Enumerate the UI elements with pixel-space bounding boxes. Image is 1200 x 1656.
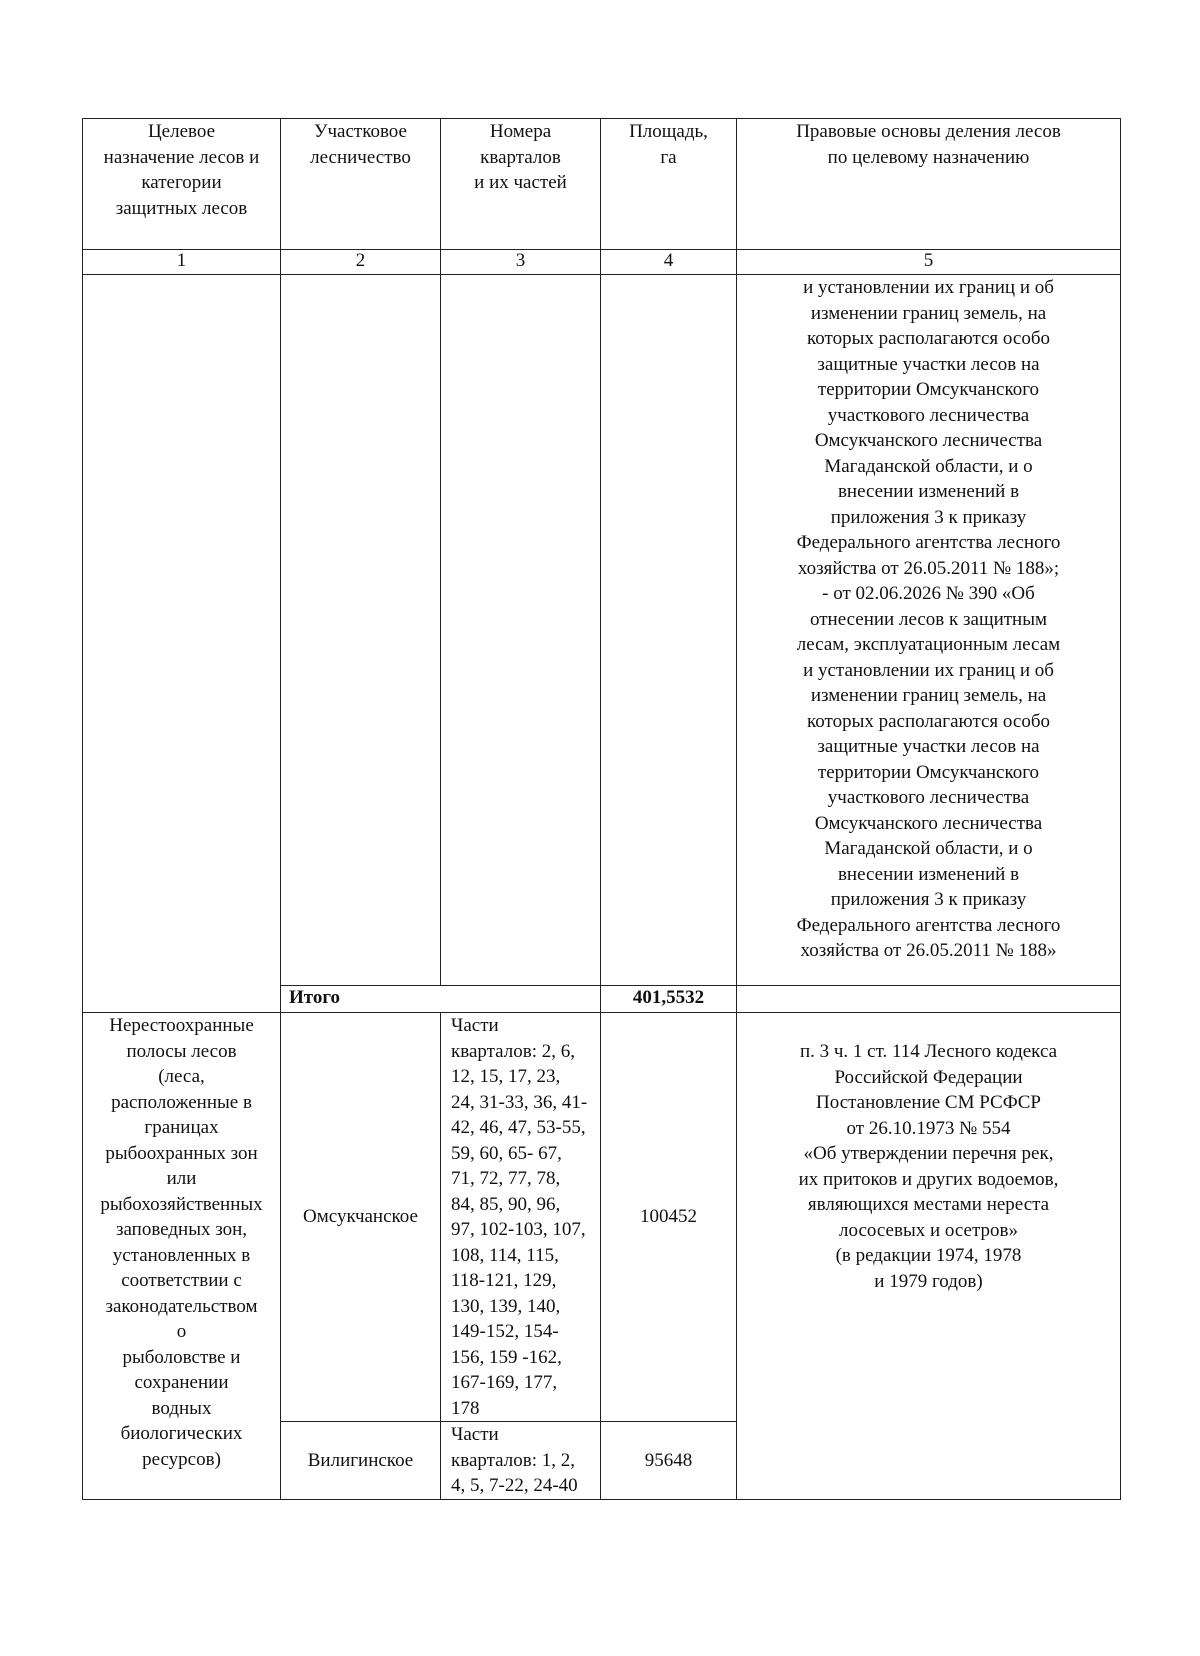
header-quarter-numbers: Номера кварталов и их частей — [441, 119, 601, 250]
total-value: 401,5532 — [601, 986, 737, 1013]
forestry-name: Омсукчанское — [281, 1013, 441, 1422]
column-number: 2 — [281, 250, 441, 275]
area-value: 95648 — [601, 1422, 737, 1500]
spawning-category: Нерестоохранные полосы лесов (леса, расположенные в границах рыбоохранных зон или рыбохозяйственных заповедных зон, установленных в соответствии с законодательством о рыболовстве и сохранении водных биологических ресурсов) — [83, 1013, 281, 1500]
continued-legal-basis: и установлении их границ и об изменении границ земель, на которых располагаются особо защитные участки лесов на территории Омсукчанского участкового лесничества Омсукчанского лесничества Магаданской области, и о внесении изменений в приложения 3 к приказу Федерального агентства лесного хозяйства от 26.05.2011 № 188»; - от 02.06.2026 № 390 «Об отнесении лесов к защитным лесам, эксплуатационным лесам и установлении их границ и об изменении границ земель, на которых располагаются особо защитные участки лесов на территории Омсукчанского участкового лесничества Омсукчанского лесничества Магаданской области, и о внесении изменений в приложения 3 к приказу Федерального агентства лесного хозяйства от 26.05.2011 № 188» — [737, 275, 1121, 986]
header-purpose-category: Целевое назначение лесов и категории защитных лесов — [83, 119, 281, 250]
header-legal-basis: Правовые основы деления лесов по целевому назначению — [737, 119, 1121, 250]
empty-quarters-cell — [441, 275, 601, 986]
forest-division-table — [82, 118, 1121, 1500]
header-area: Площадь, га — [601, 119, 737, 250]
spawning-row-omsukchan — [83, 1013, 1121, 1422]
empty-forestry-cell — [281, 275, 441, 986]
column-number: 5 — [737, 250, 1121, 275]
empty-category-cell — [83, 275, 281, 1013]
quarter-list: Части кварталов: 1, 2, 4, 5, 7-22, 24-40 — [441, 1422, 601, 1500]
forestry-name: Вилигинское — [281, 1422, 441, 1500]
empty-area-cell — [601, 275, 737, 986]
column-number: 4 — [601, 250, 737, 275]
total-label: Итого — [281, 986, 601, 1013]
continued-row — [83, 275, 1121, 986]
header-row — [83, 119, 1121, 250]
column-number: 1 — [83, 250, 281, 275]
header-district-forestry: Участковое лесничество — [281, 119, 441, 250]
column-number-row — [83, 250, 1121, 275]
area-value: 100452 — [601, 1013, 737, 1422]
column-number: 3 — [441, 250, 601, 275]
spawning-legal-basis: п. 3 ч. 1 ст. 114 Лесного кодекса Российской Федерации Постановление СМ РСФСР от 26.10.1973 № 554 «Об утверждении перечня рек, их притоков и других водоемов, являющихся местами нереста лососевых и осетров» (в редакции 1974, 1978 и 1979 годов) — [737, 1013, 1121, 1500]
quarter-list: Части кварталов: 2, 6, 12, 15, 17, 23, 24, 31-33, 36, 41- 42, 46, 47, 53-55, 59, 60, 65- 67, 71, 72, 77, 78, 84, 85, 90, 96, 97, 102-103, 107, 108, 114, 115, 118-121, 129, 130, 139, 140, 149-152, 154- 156, 159 -162, 167-169, 177, 178 — [441, 1013, 601, 1422]
total-legal-basis-empty — [737, 986, 1121, 1013]
